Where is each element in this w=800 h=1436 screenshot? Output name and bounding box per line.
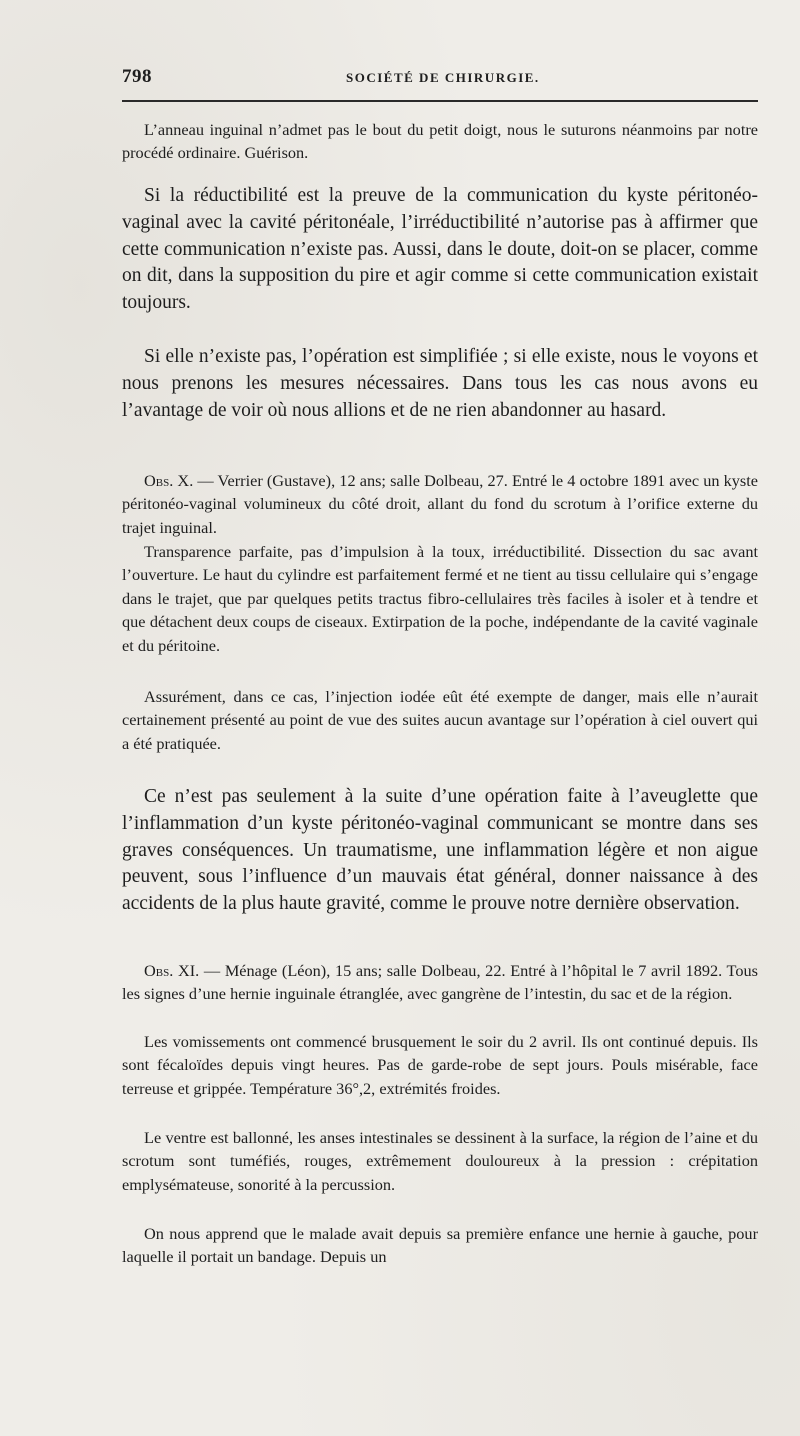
- paragraph-2: Si la réductibilité est la preuve de la communication du kyste péritonéo-vaginal avec la cavité péritonéale, l’irréductibilité n’autorise pas à affirmer que cette communication n’existe pas. Aussi, dans le doute, doit-on se placer, comme on dit, dans la supposition du pire et agir comme si cette communication existait toujours.: [122, 185, 758, 314]
- observation-xi: [122, 959, 758, 1006]
- paragraph-10: Le ventre est ballonné, les anses intestinales se dessinent à la surface, la région de l’aine et du scrotum sont tuméfiés, rouges, extrêmement douloureux à la pression : crépitation emplysémateuse, sonorité à la percussion.: [122, 1128, 758, 1194]
- observation-x-label: Obs. X.: [144, 471, 194, 490]
- observation-xi-text: — Ménage (Léon), 15 ans; salle Dolbeau, 22. Entré à l’hôpital le 7 avril 1892. Tous les signes d’une hernie inguinale étranglée, avec gangrène de l’intestin, du sac et de la région.: [122, 961, 758, 1004]
- paragraph-11: On nous apprend que le malade avait depuis sa première enfance une hernie à gauche, pour laquelle il portait un bandage. Depuis un: [122, 1224, 758, 1267]
- paragraph-5: Transparence parfaite, pas d’impulsion à la toux, irréductibilité. Dissection du sac avant l’ouverture. Le haut du cylindre est parfaitement fermé et ne tient au tissu cellulaire qui s’engage dans le trajet, que par quelques petits tractus fibro-cellulaires très faciles à isoler et à tendre et que détachent deux coups de ciseaux. Extirpation de la poche, indépendante de la cavité vaginale et du péritoine.: [122, 542, 758, 655]
- paragraph-6: Assurément, dans ce cas, l’injection iodée eût été exempte de danger, mais elle n’aurait certainement présenté au point de vue des suites aucun avantage sur l’opération à ciel ouvert qui a été pratiquée.: [122, 687, 758, 753]
- observation-x: [122, 469, 758, 539]
- observation-xi-label: Obs. XI.: [144, 961, 200, 980]
- page-header: [122, 66, 758, 92]
- paragraph-7: Ce n’est pas seulement à la suite d’une opération faite à l’aveuglette que l’inflammation d’un kyste péritonéo-vaginal communicant se montre dans ses graves conséquences. Un traumatisme, une inflammation légère et non aigue peuvent, sous l’influence d’un mauvais état général, donner naissance à des accidents de la plus haute gravité, comme le prouve notre dernière observation.: [122, 786, 758, 915]
- paragraph-1: L’anneau inguinal n’admet pas le bout du petit doigt, nous le suturons néanmoins par notre procédé ordinaire. Guérison.: [122, 120, 758, 163]
- page-number: 798: [122, 66, 152, 87]
- paragraph-9: Les vomissements ont commencé brusquement le soir du 2 avril. Ils ont continué depuis. Ils sont fécaloïdes depuis vingt heures. Pas de garde-robe de sept jours. Pouls misérable, face terreuse et grippée. Température 36°,2, extrémités froides.: [122, 1032, 758, 1098]
- running-head: SOCIÉTÉ DE CHIRURGIE.: [346, 70, 540, 85]
- paragraph-3: Si elle n’existe pas, l’opération est simplifiée ; si elle existe, nous le voyons et nous prenons les mesures nécessaires. Dans tous les cas nous avons eu l’avantage de voir où nous allions et de ne rien abandonner au hasard.: [122, 346, 758, 421]
- observation-x-text: — Verrier (Gustave), 12 ans; salle Dolbeau, 27. Entré le 4 octobre 1891 avec un kyste péritonéo-vaginal volumineux du côté droit, allant du fond du scrotum à l’orifice externe du trajet inguinal.: [122, 471, 758, 537]
- header-rule: [122, 100, 758, 102]
